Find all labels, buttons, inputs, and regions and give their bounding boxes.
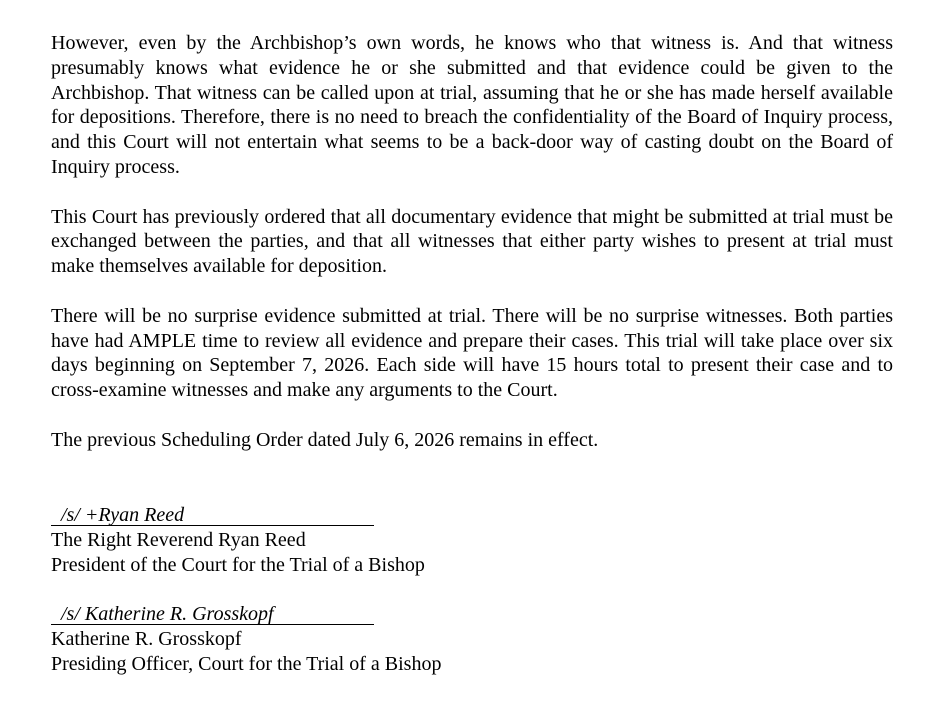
paragraph-scheduling-order: The previous Scheduling Order dated July 6, 2026 remains in effect. (51, 428, 599, 451)
document-body (51, 31, 893, 453)
signatory-title: Presiding Officer, Court for the Trial of a Bishop (51, 652, 442, 675)
paragraph-no-surprise-evidence: There will be no surprise evidence submitted at trial. There will be no surprise witnesses. Both parties have had AMPLE time to review all evidence and prepare their cases. This trial will take place over six days beginning on September 7, 2026. Each side will have 15 hours total to present their case and to cross-examine witnesses and make any arguments to the Court. (51, 304, 893, 402)
signatory-name: The Right Reverend Ryan Reed (51, 528, 306, 551)
signatory-name: Katherine R. Grosskopf (51, 627, 242, 650)
signature-line: /s/ Katherine R. Grosskopf (51, 603, 374, 625)
paragraph-documentary-evidence: This Court has previously ordered that all documentary evidence that might be submitted at trial must be exchanged between the parties, and that all witnesses that either party wishes to present at trial must make themselves available for deposition. (51, 205, 893, 278)
signatory-title: President of the Court for the Trial of a Bishop (51, 553, 425, 576)
signature-line: /s/ +Ryan Reed (51, 504, 374, 526)
signature-block-president (51, 503, 651, 577)
paragraph-board-of-inquiry: However, even by the Archbishop’s own words, he knows who that witness is. And that witness presumably knows what evidence he or she submitted and that evidence could be given to the Archbishop. That witness can be called upon at trial, assuming that he or she has made herself available for depositions. Therefore, there is no need to breach the confidentiality of the Board of Inquiry process, and this Court will not entertain what seems to be a back-door way of casting doubt on the Board of Inquiry process. (51, 32, 893, 178)
signature-block-presiding-officer (51, 602, 651, 676)
